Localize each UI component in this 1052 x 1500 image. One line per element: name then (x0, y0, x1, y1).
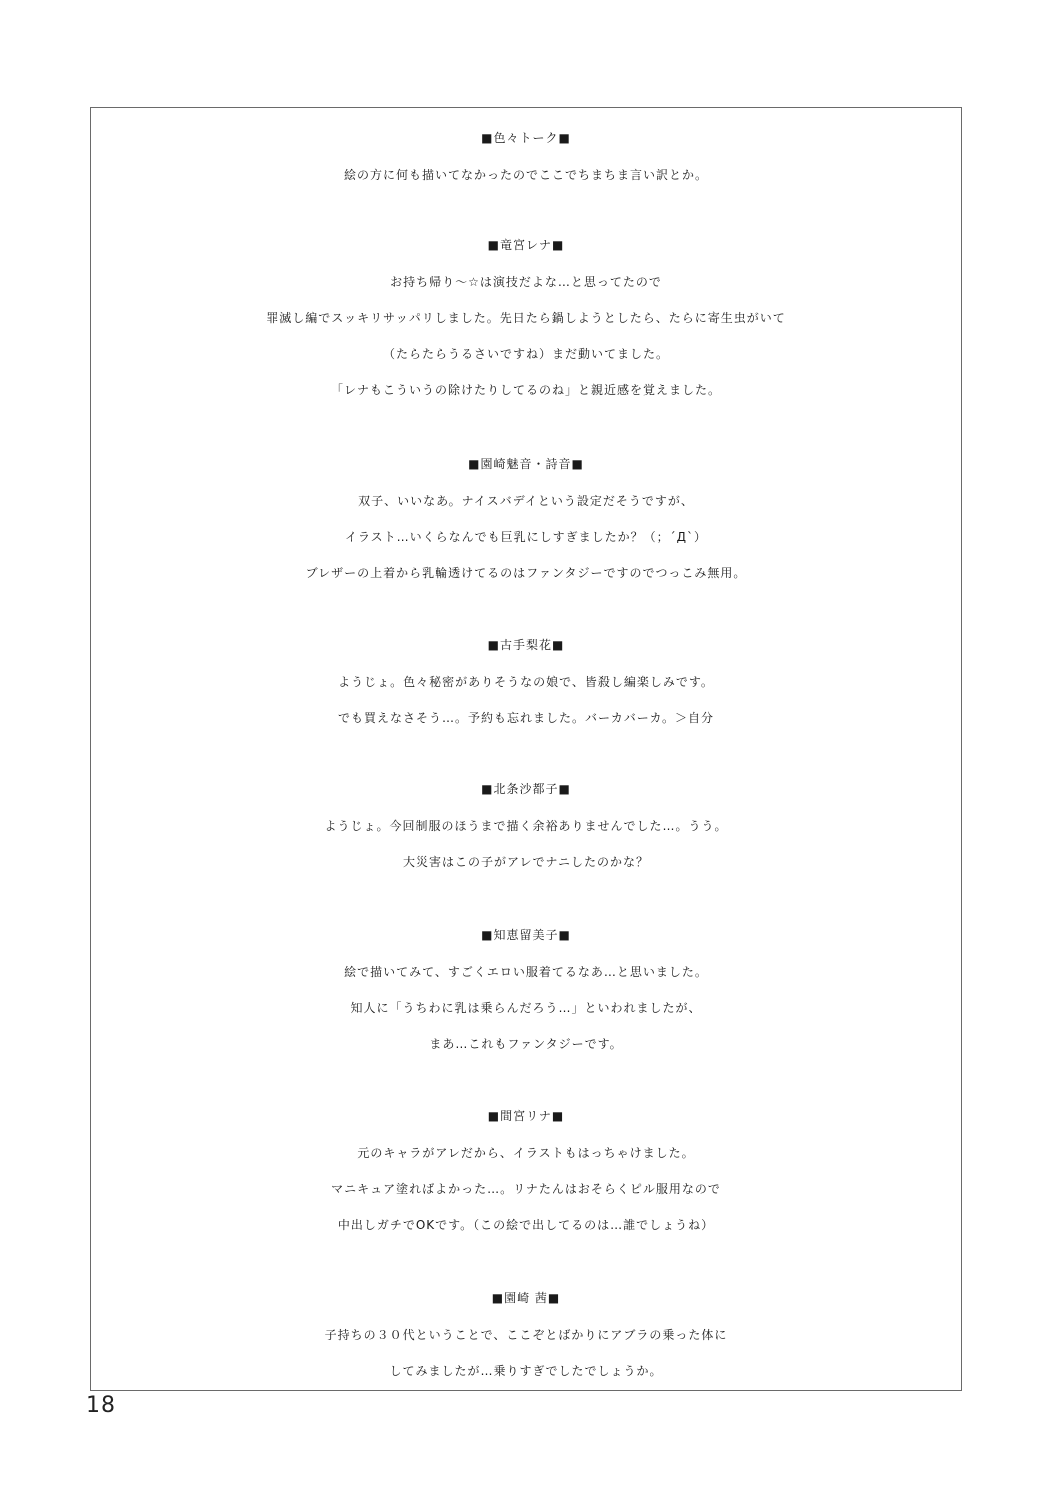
section-line: してみましたが…乗りすぎでしたでしょうか。 (389, 1364, 663, 1378)
section-line: 罪滅し編でスッキリサッパリしました。先日たら鍋しようとしたら、たらに寄生虫がいて (266, 311, 786, 325)
section-line: 大災害はこの子がアレでナニしたのかな？ (402, 855, 650, 869)
section-rumiko (90, 916, 962, 1062)
section-line: イラスト…いくらなんでも巨乳にしすぎましたか？（；´Д`） (344, 530, 708, 544)
section-heading: ■竜宮レナ■ (487, 238, 565, 252)
section-rina (90, 1097, 962, 1243)
section-heading: ■園崎 茜■ (491, 1291, 561, 1305)
section-line: 子持ちの３０代ということで、ここぞとばかりにアブラの乗った体に (324, 1328, 728, 1342)
page-number: 18 (86, 1393, 116, 1418)
section-satoko (90, 770, 962, 880)
section-line: 中出しガチでOKです。（この絵で出してるのは…誰でしょうね） (337, 1218, 715, 1232)
section-line: ようじょ。色々秘密がありそうなの娘で、皆殺し編楽しみです。 (338, 675, 714, 689)
section-talk (90, 119, 962, 193)
section-line: 元のキャラがアレだから、イラストもはっちゃけました。 (357, 1146, 695, 1160)
section-heading: ■古手梨花■ (487, 638, 565, 652)
section-mion-shion (90, 445, 962, 591)
section-heading: ■色々トーク■ (481, 131, 571, 145)
section-line: お持ち帰り～☆は演技だよな…と思ってたので (390, 275, 662, 289)
section-line: （たらたらうるさいですね）まだ動いてました。 (382, 347, 669, 361)
section-line: ようじょ。今回制服のほうまで描く余裕ありませんでした…。うう。 (324, 819, 728, 833)
section-line: 知人に「うちわに乳は乗らんだろう…」といわれましたが、 (350, 1001, 702, 1015)
section-rika (90, 626, 962, 736)
section-heading: ■北条沙都子■ (481, 782, 571, 796)
section-line: 絵の方に何も描いてなかったのでここでちまちま言い訳とか。 (343, 168, 708, 182)
section-line: ブレザーの上着から乳輪透けてるのはファンタジーですのでつっこみ無用。 (305, 566, 747, 580)
section-akane (90, 1279, 962, 1389)
section-line: 「レナもこういうの除けたりしてるのね」と親近感を覚えました。 (330, 383, 721, 397)
section-line: 絵で描いてみて、すごくエロい服着てるなあ…と思いました。 (344, 965, 708, 979)
section-heading: ■園崎魅音・詩音■ (468, 457, 584, 471)
section-line: マニキュア塗ればよかった…。リナたんはおそらくピル服用なので (331, 1182, 721, 1196)
section-rena (90, 226, 962, 408)
section-line: まあ…これもファンタジーです。 (429, 1037, 623, 1051)
section-line: 双子、いいなあ。ナイスバデイという設定だそうですが、 (358, 494, 694, 508)
section-line: でも買えなさそう…。予約も忘れました。バーカバーカ。＞自分 (337, 711, 715, 725)
section-heading: ■知恵留美子■ (481, 928, 571, 942)
section-heading: ■間宮リナ■ (487, 1109, 565, 1123)
